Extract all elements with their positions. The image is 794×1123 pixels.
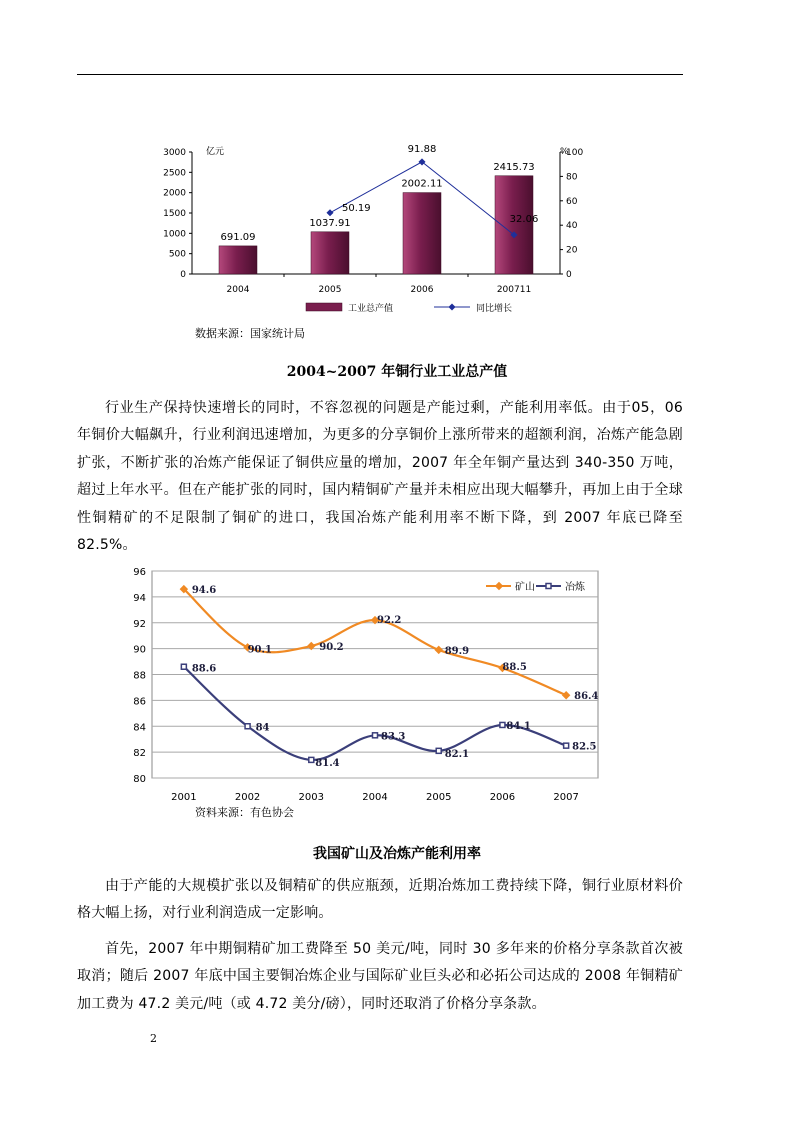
data-label-冶炼: 84.1	[506, 720, 531, 732]
capacity-utilization-chart	[118, 560, 618, 825]
y-unit-left: 亿元	[206, 147, 225, 157]
legend-marker-冶炼	[546, 584, 551, 589]
legend-line-marker	[448, 303, 455, 310]
legend-label-冶炼: 冶炼	[565, 582, 585, 593]
data-label-冶炼: 84	[255, 722, 270, 734]
paragraph-3: 首先，2007 年中期铜精矿加工费降至 50 美元/吨，同时 30 多年来的价格分享条款首次被取消；随后 2007 年底中国主要铜冶炼企业与国际矿业巨头必和必拓公司达成的 2008 年铜精矿加工费为 47.2 美元/吨（或 4.72 美分/磅），同时还取消了价格分享条款。	[77, 941, 684, 1012]
x-tick-label: 2004	[226, 285, 250, 295]
y-tick-label: 500	[168, 249, 186, 260]
y-tick-label: 2000	[163, 188, 186, 199]
growth-point-2005	[326, 209, 333, 216]
y-tick-label: 1500	[163, 209, 186, 219]
point-冶炼-2003	[309, 757, 314, 762]
bar-value-label: 1037.91	[309, 217, 351, 229]
y-tick-label: 84	[133, 722, 146, 734]
data-label-矿山: 90.1	[247, 644, 272, 656]
data-label-矿山: 92.2	[377, 615, 402, 627]
y-tick-label: 96	[133, 567, 146, 578]
x-tick-label: 2006	[410, 285, 434, 295]
data-label-冶炼: 83.3	[381, 731, 406, 743]
header-rule	[77, 74, 683, 75]
output-value-chart	[150, 140, 590, 340]
point-冶炼-2007	[564, 743, 569, 748]
growth-value-label: 32.06	[509, 213, 539, 225]
y-tick-label: 86	[133, 696, 146, 708]
bar-value-label: 2415.73	[493, 161, 535, 173]
point-冶炼-2002	[245, 724, 250, 729]
growth-value-label: 50.19	[342, 202, 371, 214]
y-right-tick-label: 60	[566, 196, 578, 207]
y-unit-right: %	[560, 147, 569, 157]
legend-bar-swatch	[306, 303, 342, 311]
legend-bar-label: 工业总产值	[348, 304, 394, 314]
bar-value-label: 691.09	[220, 231, 256, 243]
y-tick-label: 0	[180, 270, 186, 280]
x-tick-label: 2007	[553, 792, 579, 803]
y-tick-label: 92	[133, 618, 146, 630]
data-label-矿山: 94.6	[191, 585, 217, 597]
growth-value-label: 91.88	[407, 143, 437, 155]
chart2-source: 资料来源：有色协会	[195, 806, 294, 819]
data-label-冶炼: 82.1	[444, 748, 470, 760]
legend-label-矿山: 矿山	[515, 582, 535, 593]
bar-2004	[219, 246, 257, 274]
point-冶炼-2004	[373, 733, 378, 738]
chart2-caption: 我国矿山及冶炼产能利用率	[313, 846, 481, 862]
page-number: 2	[150, 1032, 157, 1045]
data-label-矿山: 86.4	[574, 691, 599, 703]
x-tick-label: 2003	[298, 792, 325, 803]
bar-2006	[403, 193, 441, 274]
y-tick-label: 2500	[163, 168, 186, 179]
y-tick-label: 80	[133, 774, 146, 785]
x-tick-label: 2002	[234, 792, 261, 803]
y-right-tick-label: 0	[566, 270, 572, 280]
y-right-tick-label: 80	[566, 172, 578, 183]
data-label-冶炼: 82.5	[572, 741, 597, 753]
x-tick-label: 2004	[362, 792, 388, 803]
y-tick-label: 94	[133, 592, 146, 604]
y-right-tick-label: 20	[566, 245, 578, 256]
point-冶炼-2005	[436, 748, 441, 753]
paragraph-2: 由于产能的大规模扩张以及铜精矿的供应瓶颈，近期冶炼加工费持续下降，铜行业原材料价格大幅上扬，对行业利润造成一定影响。	[77, 878, 683, 922]
point-冶炼-2006	[500, 722, 505, 727]
data-label-冶炼: 81.4	[315, 757, 340, 769]
x-tick-label: 2001	[171, 792, 197, 803]
x-tick-label: 2005	[425, 792, 452, 803]
bar-2005	[311, 232, 349, 274]
chart1-caption: 2004~2007 年铜行业工业总产值	[286, 364, 508, 380]
y-right-tick-label: 40	[566, 221, 578, 232]
y-tick-label: 1000	[163, 229, 186, 240]
data-label-矿山: 90.2	[319, 642, 344, 654]
paragraph-1: 行业生产保持快速增长的同时，不容忽视的问题是产能过剩，产能利用率低。由于05，06 年铜价大幅飙升，行业利润迅速增加，为更多的分享铜价上涨所带来的超额利润，冶炼产能急剧扩张，不断扩张的冶炼产能保证了铜供应量的增加，2007 年全年铜产量达到 340-350 万吨，超过上年水平。但在产能扩张的同时，国内精铜矿产量并未相应出现大幅攀升，再加上由于全球性铜精矿的不足限制了铜矿的进口，我国冶炼产能利用率不断下降，到 2007 年底已降至 82.5%。	[77, 400, 683, 554]
x-tick-label: 200711	[496, 285, 532, 295]
bar-value-label: 2002.11	[401, 178, 443, 190]
chart1-source: 数据来源：国家统计局	[195, 327, 305, 340]
x-tick-label: 2005	[318, 285, 342, 295]
y-tick-label: 82	[133, 748, 146, 760]
data-label-矿山: 89.9	[444, 645, 470, 657]
y-tick-label: 90	[133, 644, 146, 656]
legend-line-label: 同比增长	[476, 304, 513, 314]
y-tick-label: 88	[133, 670, 146, 682]
y-tick-label: 3000	[163, 148, 186, 158]
y-right-tick-label: 100	[566, 148, 584, 158]
data-label-冶炼: 88.6	[191, 663, 217, 675]
x-tick-label: 2006	[489, 792, 516, 803]
data-label-矿山: 88.5	[502, 662, 527, 674]
point-冶炼-2001	[181, 664, 186, 669]
